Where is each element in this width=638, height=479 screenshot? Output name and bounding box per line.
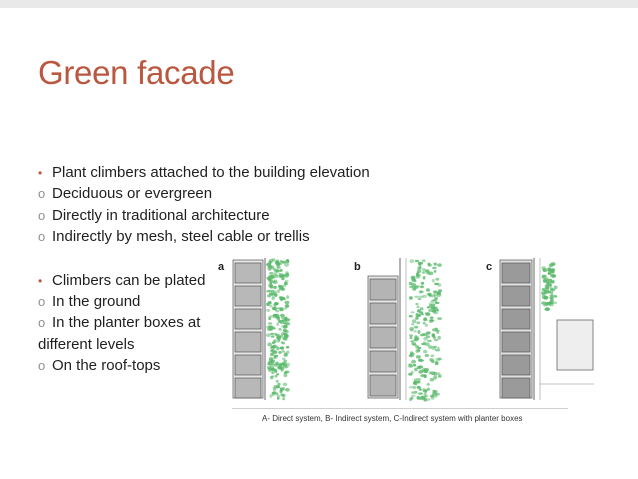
list-item-text: Indirectly by mesh, steel cable or trellis	[52, 228, 310, 246]
leaf	[418, 262, 422, 265]
leaf	[273, 314, 277, 317]
leaf	[408, 373, 412, 376]
leaf	[414, 368, 417, 372]
leaf	[429, 358, 434, 362]
list-item-text: In the planter boxes at	[52, 314, 201, 332]
leaf	[438, 358, 442, 361]
leaf	[438, 374, 442, 377]
leaf	[282, 397, 285, 400]
leaf	[411, 284, 416, 288]
leaf	[426, 288, 430, 291]
leaf	[276, 310, 280, 312]
leaf	[266, 290, 271, 292]
leaf	[411, 397, 414, 400]
leaf	[281, 320, 284, 322]
leaf	[550, 299, 553, 301]
panel-label-b: b	[354, 261, 361, 273]
leaf	[276, 373, 279, 375]
leaf	[279, 273, 284, 277]
brick	[370, 351, 396, 372]
leaf	[280, 368, 283, 372]
leaf	[418, 397, 423, 400]
leaf	[410, 336, 413, 339]
leaf	[274, 293, 278, 297]
leaf	[433, 336, 436, 339]
leaf	[414, 330, 417, 332]
leaf	[272, 307, 277, 311]
leaf	[282, 387, 285, 391]
leaf	[417, 269, 421, 273]
leaf	[426, 293, 431, 295]
leaf	[433, 263, 437, 266]
leaf	[414, 391, 418, 394]
bullet-marker: •	[38, 273, 43, 288]
list-item-text: Deciduous or evergreen	[52, 185, 213, 203]
leaf	[276, 380, 279, 383]
leaf	[417, 386, 421, 389]
leaf	[274, 356, 278, 359]
leaf	[432, 267, 437, 269]
leaf	[269, 305, 272, 308]
leaf	[432, 307, 436, 309]
leaf	[550, 274, 555, 278]
brick	[370, 279, 396, 300]
brick	[502, 332, 530, 352]
leaf	[272, 393, 276, 396]
leaf	[423, 337, 427, 340]
leaf	[431, 300, 435, 303]
leaf	[434, 328, 437, 330]
leaf	[277, 266, 281, 268]
leaf	[273, 268, 276, 271]
leaf	[283, 361, 286, 364]
leaf	[425, 324, 428, 327]
leaf	[428, 309, 432, 313]
leaf	[550, 294, 553, 298]
brick	[502, 355, 530, 375]
brick	[370, 375, 396, 396]
leaf	[282, 358, 285, 361]
leaf	[272, 258, 276, 262]
leaf	[435, 302, 440, 304]
leaf	[281, 325, 285, 327]
leaf	[437, 263, 442, 267]
leaf	[272, 296, 275, 300]
leaf	[286, 346, 289, 349]
list-item-text: Plant climbers attached to the building elevation	[52, 164, 370, 181]
leaf	[277, 395, 280, 397]
brick	[235, 332, 261, 352]
leaf	[424, 398, 428, 402]
list-item-text: On the roof-tops	[52, 357, 161, 375]
leaf	[543, 268, 546, 272]
leaf	[284, 298, 287, 301]
leaf	[554, 295, 558, 298]
leaf	[273, 281, 278, 284]
list-item	[38, 205, 438, 226]
leaf	[266, 333, 271, 337]
leaf	[422, 259, 426, 262]
leaf	[548, 271, 552, 275]
leaf	[425, 313, 430, 316]
leaf	[428, 263, 431, 266]
leaf	[272, 327, 276, 329]
leaf	[410, 259, 415, 263]
brick	[235, 355, 261, 375]
leaf	[418, 330, 421, 334]
list-item-text: In the ground	[52, 292, 141, 310]
leaf	[410, 276, 415, 279]
leaf	[548, 291, 551, 294]
leaf	[427, 340, 432, 342]
leaf	[284, 374, 288, 378]
leaf	[417, 349, 421, 352]
leaf	[285, 330, 289, 334]
leaf	[411, 360, 416, 364]
brick	[235, 286, 261, 306]
panel-a-wall	[233, 258, 265, 400]
leaf	[550, 288, 555, 291]
leaf	[414, 326, 419, 329]
leaf	[421, 285, 424, 287]
leaf	[412, 319, 416, 323]
leaf	[275, 261, 278, 264]
leaf	[269, 281, 272, 284]
leaf	[280, 347, 284, 350]
leaf	[434, 339, 438, 341]
leaf	[430, 378, 435, 382]
brick	[235, 263, 261, 283]
leaf	[435, 278, 439, 281]
brick	[370, 327, 396, 348]
leaf	[416, 321, 420, 324]
leaf	[415, 260, 419, 263]
panel-b-wall	[368, 258, 406, 400]
leaf	[279, 308, 283, 311]
leaf	[421, 343, 426, 345]
leaf	[283, 383, 288, 387]
leaf	[423, 322, 426, 325]
leaf	[408, 363, 412, 365]
leaf	[420, 374, 424, 377]
leaf	[268, 322, 273, 324]
leaf	[277, 340, 280, 343]
leaf	[437, 347, 440, 349]
list-item	[38, 183, 438, 204]
leaf	[433, 372, 437, 376]
leaf	[419, 290, 423, 293]
leaf	[274, 333, 277, 336]
leaf	[418, 298, 422, 300]
leaf	[552, 271, 555, 273]
leaf	[281, 316, 284, 319]
leaf	[270, 366, 274, 369]
figure-caption: A- Direct system, B- Indirect system, C-Indirect system with planter boxes	[262, 414, 523, 423]
leaf	[422, 295, 427, 298]
leaf	[273, 286, 277, 289]
leaf	[418, 392, 423, 394]
leaf	[284, 322, 289, 325]
green-facade-diagram	[214, 254, 594, 406]
leaf	[434, 270, 437, 273]
slide-top-border	[0, 0, 638, 8]
leaf	[271, 360, 275, 363]
leaf	[411, 340, 414, 342]
leaf	[274, 345, 277, 348]
leaf	[411, 311, 415, 313]
leaf	[437, 317, 442, 320]
leaf	[276, 336, 281, 340]
leaf	[285, 388, 290, 392]
leaf	[428, 345, 432, 349]
leaf	[270, 285, 273, 289]
leaf	[415, 317, 419, 320]
panel-b-climbers	[408, 259, 442, 401]
leaf	[412, 279, 417, 282]
leaf	[414, 296, 419, 298]
leaf	[283, 284, 286, 288]
leaf	[548, 267, 551, 271]
leaf	[271, 335, 275, 337]
brick	[502, 309, 530, 329]
leaf	[284, 372, 287, 374]
leaf	[267, 266, 272, 270]
leaf	[286, 295, 289, 299]
brick	[235, 378, 261, 398]
leaf	[282, 350, 285, 353]
leaf	[411, 323, 414, 325]
leaf	[425, 269, 430, 272]
leaf	[434, 390, 437, 394]
leaf	[417, 267, 421, 270]
panel-c-climbers	[541, 262, 558, 311]
panel-a-climbers	[266, 258, 290, 400]
leaf	[271, 371, 274, 374]
leaf	[410, 351, 413, 355]
leaf	[420, 334, 425, 337]
leaf	[270, 376, 274, 379]
brick	[502, 378, 530, 398]
list-item-text: Directly in traditional architecture	[52, 206, 270, 224]
leaf	[266, 263, 271, 266]
leaf	[422, 271, 425, 274]
leaf	[416, 306, 419, 309]
leaf	[434, 294, 437, 297]
leaf	[433, 290, 437, 293]
leaf	[270, 293, 274, 296]
leaf	[421, 282, 424, 285]
brick	[502, 286, 530, 306]
leaf	[271, 275, 274, 279]
leaf	[423, 317, 427, 320]
leaf	[282, 261, 287, 264]
leaf	[435, 361, 439, 365]
list-item-text: Climbers can be plated	[52, 271, 206, 289]
slide-title: Green facade	[38, 54, 235, 91]
leaf	[411, 395, 416, 398]
leaf	[416, 355, 421, 359]
leaf	[413, 339, 418, 342]
sub-bullet-marker: o	[38, 358, 46, 374]
leaf	[274, 274, 278, 277]
leaf	[430, 316, 434, 319]
leaf	[279, 288, 284, 291]
leaf	[282, 342, 285, 345]
leaf	[420, 370, 425, 372]
sub-bullet-marker: o	[38, 186, 46, 202]
leaf	[266, 302, 270, 306]
bullet-marker: •	[38, 166, 43, 180]
leaf	[551, 262, 556, 266]
leaf	[266, 309, 270, 312]
leaf	[274, 369, 277, 373]
leaf	[435, 349, 440, 351]
leaf	[283, 353, 288, 357]
leaf	[285, 305, 289, 308]
list-item	[38, 226, 438, 247]
leaf	[542, 275, 547, 278]
leaf	[429, 319, 433, 323]
leaf	[429, 371, 433, 374]
leaf	[269, 272, 273, 275]
leaf	[285, 280, 289, 283]
caption-divider	[232, 408, 568, 409]
sub-bullet-marker: o	[38, 293, 46, 309]
leaf	[419, 311, 423, 313]
leaf	[409, 315, 413, 317]
leaf	[414, 382, 418, 385]
leaf	[544, 286, 548, 289]
leaf	[285, 363, 290, 366]
leaf	[279, 351, 282, 354]
leaf	[548, 279, 552, 282]
leaf	[273, 339, 277, 343]
leaf	[268, 327, 272, 330]
leaf	[547, 302, 551, 305]
leaf	[416, 378, 421, 381]
leaf	[425, 395, 428, 398]
list-item-text: different levels	[38, 335, 135, 353]
leaf	[417, 347, 421, 349]
leaf	[268, 317, 271, 320]
leaf	[279, 328, 282, 331]
leaf	[278, 285, 281, 288]
planter-box	[557, 320, 593, 370]
leaf	[285, 301, 290, 304]
leaf	[432, 279, 435, 283]
leaf	[270, 333, 274, 335]
brick	[502, 263, 530, 283]
leaf	[276, 323, 279, 326]
leaf	[270, 353, 274, 357]
leaf	[413, 364, 416, 366]
leaf	[432, 311, 436, 313]
panel-label-c: c	[486, 261, 493, 273]
leaf	[423, 276, 426, 280]
leaf	[551, 268, 555, 271]
leaf	[542, 288, 546, 291]
leaf	[280, 269, 283, 272]
leaf	[427, 383, 430, 386]
leaf	[274, 302, 278, 305]
leaf	[270, 350, 273, 352]
leaf	[430, 355, 434, 357]
leaf	[434, 394, 437, 398]
brick	[370, 303, 396, 324]
sub-bullet-marker: o	[38, 315, 46, 331]
leaf	[438, 336, 441, 340]
panel-label-a: a	[218, 261, 225, 273]
leaf	[413, 386, 416, 389]
leaf	[279, 296, 284, 300]
leaf	[269, 364, 273, 366]
leaf	[425, 354, 429, 357]
leaf	[409, 296, 413, 299]
leaf	[434, 283, 439, 285]
leaf	[415, 303, 418, 305]
leaf	[544, 308, 549, 310]
leaf	[431, 396, 435, 400]
leaf	[423, 350, 427, 354]
leaf	[426, 331, 431, 334]
leaf	[427, 306, 430, 308]
leaf	[273, 388, 277, 392]
leaf	[283, 320, 287, 322]
leaf	[410, 329, 413, 331]
leaf	[277, 383, 280, 386]
leaf	[281, 394, 285, 397]
leaf	[423, 390, 427, 393]
leaf	[436, 331, 439, 335]
leaf	[544, 296, 548, 300]
leaf	[429, 303, 432, 305]
sub-bullet-marker: o	[38, 229, 46, 245]
leaf	[416, 274, 421, 277]
leaf	[436, 293, 441, 297]
leaf	[419, 359, 424, 362]
leaf	[278, 363, 282, 366]
list-item	[38, 162, 438, 183]
brick	[235, 309, 261, 329]
sub-bullet-marker: o	[38, 207, 46, 223]
